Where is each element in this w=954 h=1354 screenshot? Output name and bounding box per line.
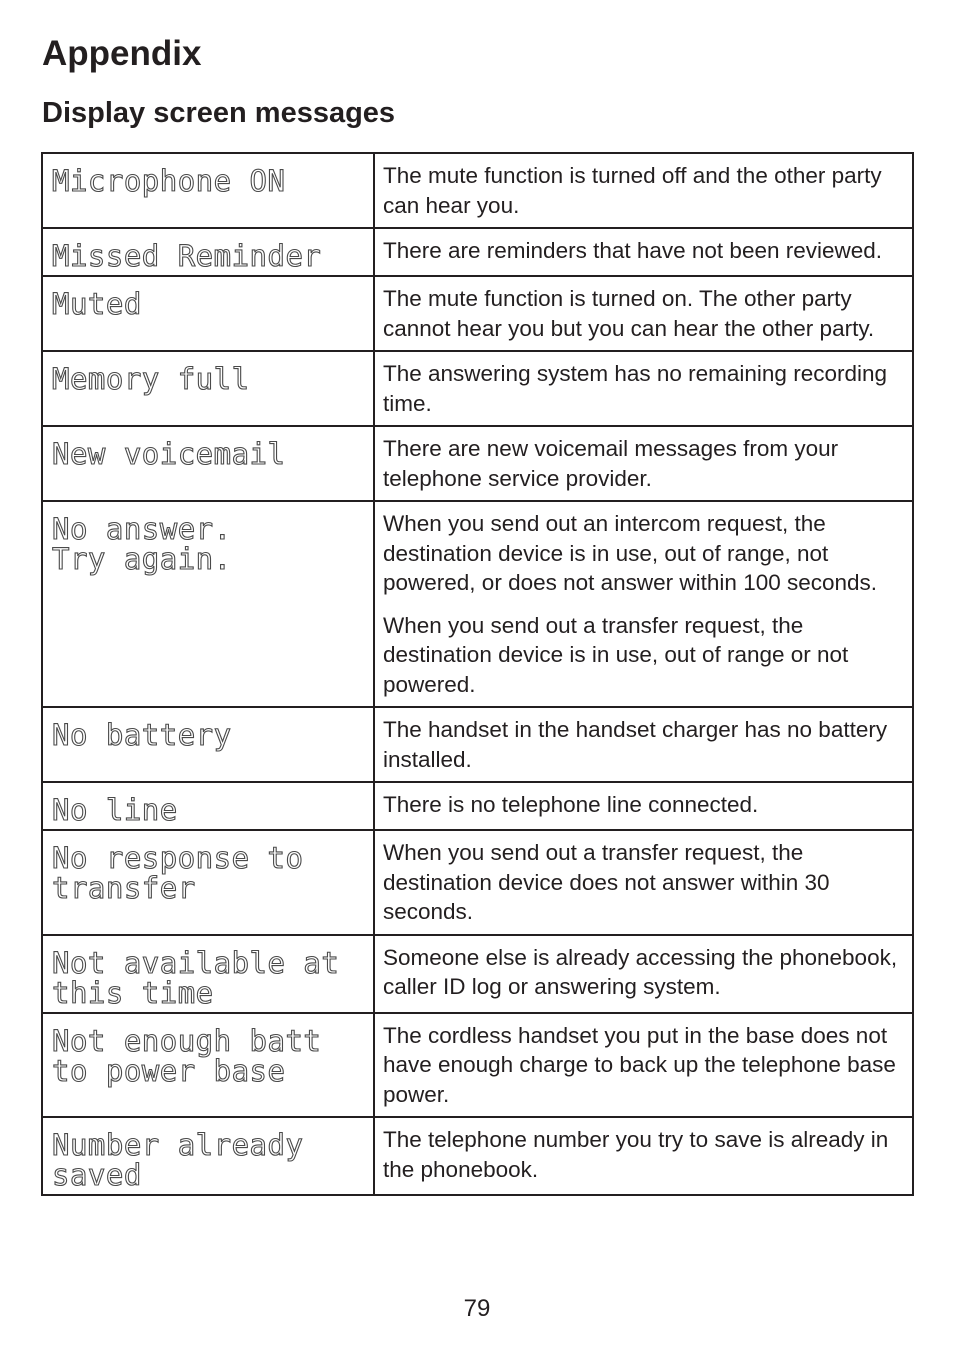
screen-message: No response to transfer: [42, 830, 374, 935]
screen-message: No answer. Try again.: [42, 501, 374, 707]
description-paragraph: The telephone number you try to save is already in the phonebook.: [383, 1127, 889, 1182]
message-description: [374, 830, 913, 935]
table-row: [42, 1013, 913, 1118]
table-row: [42, 153, 913, 228]
description-paragraph: The mute function is turned on. The other party cannot hear you but you can hear the other party.: [383, 286, 875, 341]
table-row: [42, 228, 913, 276]
description-paragraph: There is no telephone line connected.: [383, 792, 759, 817]
description-paragraph: There are new voicemail messages from your telephone service provider.: [383, 436, 839, 491]
table-row: [42, 501, 913, 707]
description-paragraph: The mute function is turned off and the other party can hear you.: [383, 163, 882, 218]
message-description: [374, 426, 913, 501]
screen-message: Number already saved: [42, 1117, 374, 1195]
table-row: [42, 830, 913, 935]
screen-message: Not available at this time: [42, 935, 374, 1013]
table-row: [42, 426, 913, 501]
screen-message: No battery: [42, 707, 374, 782]
message-description: [374, 153, 913, 228]
table-row: [42, 276, 913, 351]
display-messages-table: [41, 152, 914, 1196]
table-body: [42, 153, 913, 1195]
description-paragraph: The answering system has no remaining recording time.: [383, 361, 887, 416]
screen-message: No line: [42, 782, 374, 830]
screen-message: Memory full: [42, 351, 374, 426]
screen-message: New voicemail: [42, 426, 374, 501]
description-paragraph: Someone else is already accessing the phonebook, caller ID log or answering system.: [383, 944, 898, 999]
screen-message: Not enough batt to power base: [42, 1013, 374, 1118]
table-row: [42, 351, 913, 426]
message-description: [374, 501, 913, 707]
message-description: [374, 1117, 913, 1195]
description-paragraph: When you send out a transfer request, the destination device does not answer within 30 seconds.: [383, 840, 830, 924]
section-title: Appendix: [42, 34, 202, 73]
message-description: [374, 707, 913, 782]
description-paragraph: When you send out a transfer request, the destination device is in use, out of range or not powered.: [383, 612, 849, 697]
description-paragraph: When you send out an intercom request, the destination device is in use, out of range, not powered, or does not answer within 100 seconds.: [383, 511, 878, 595]
table-row: [42, 935, 913, 1013]
subsection-title: Display screen messages: [42, 97, 396, 129]
screen-message: Missed Reminder: [42, 228, 374, 276]
message-description: [374, 351, 913, 426]
page-number: 79: [463, 1295, 491, 1322]
description-paragraph: There are reminders that have not been reviewed.: [383, 238, 883, 263]
message-description: [374, 228, 913, 276]
message-description: [374, 276, 913, 351]
message-description: [374, 935, 913, 1013]
screen-message: Muted: [42, 276, 374, 351]
table-row: [42, 1117, 913, 1195]
description-paragraph: The handset in the handset charger has no battery installed.: [383, 717, 888, 772]
message-description: [374, 1013, 913, 1118]
description-paragraph: The cordless handset you put in the base does not have enough charge to back up the telephone base power.: [383, 1022, 896, 1107]
table-row: [42, 707, 913, 782]
screen-message: Microphone ON: [42, 153, 374, 228]
table-row: [42, 782, 913, 830]
message-description: [374, 782, 913, 830]
